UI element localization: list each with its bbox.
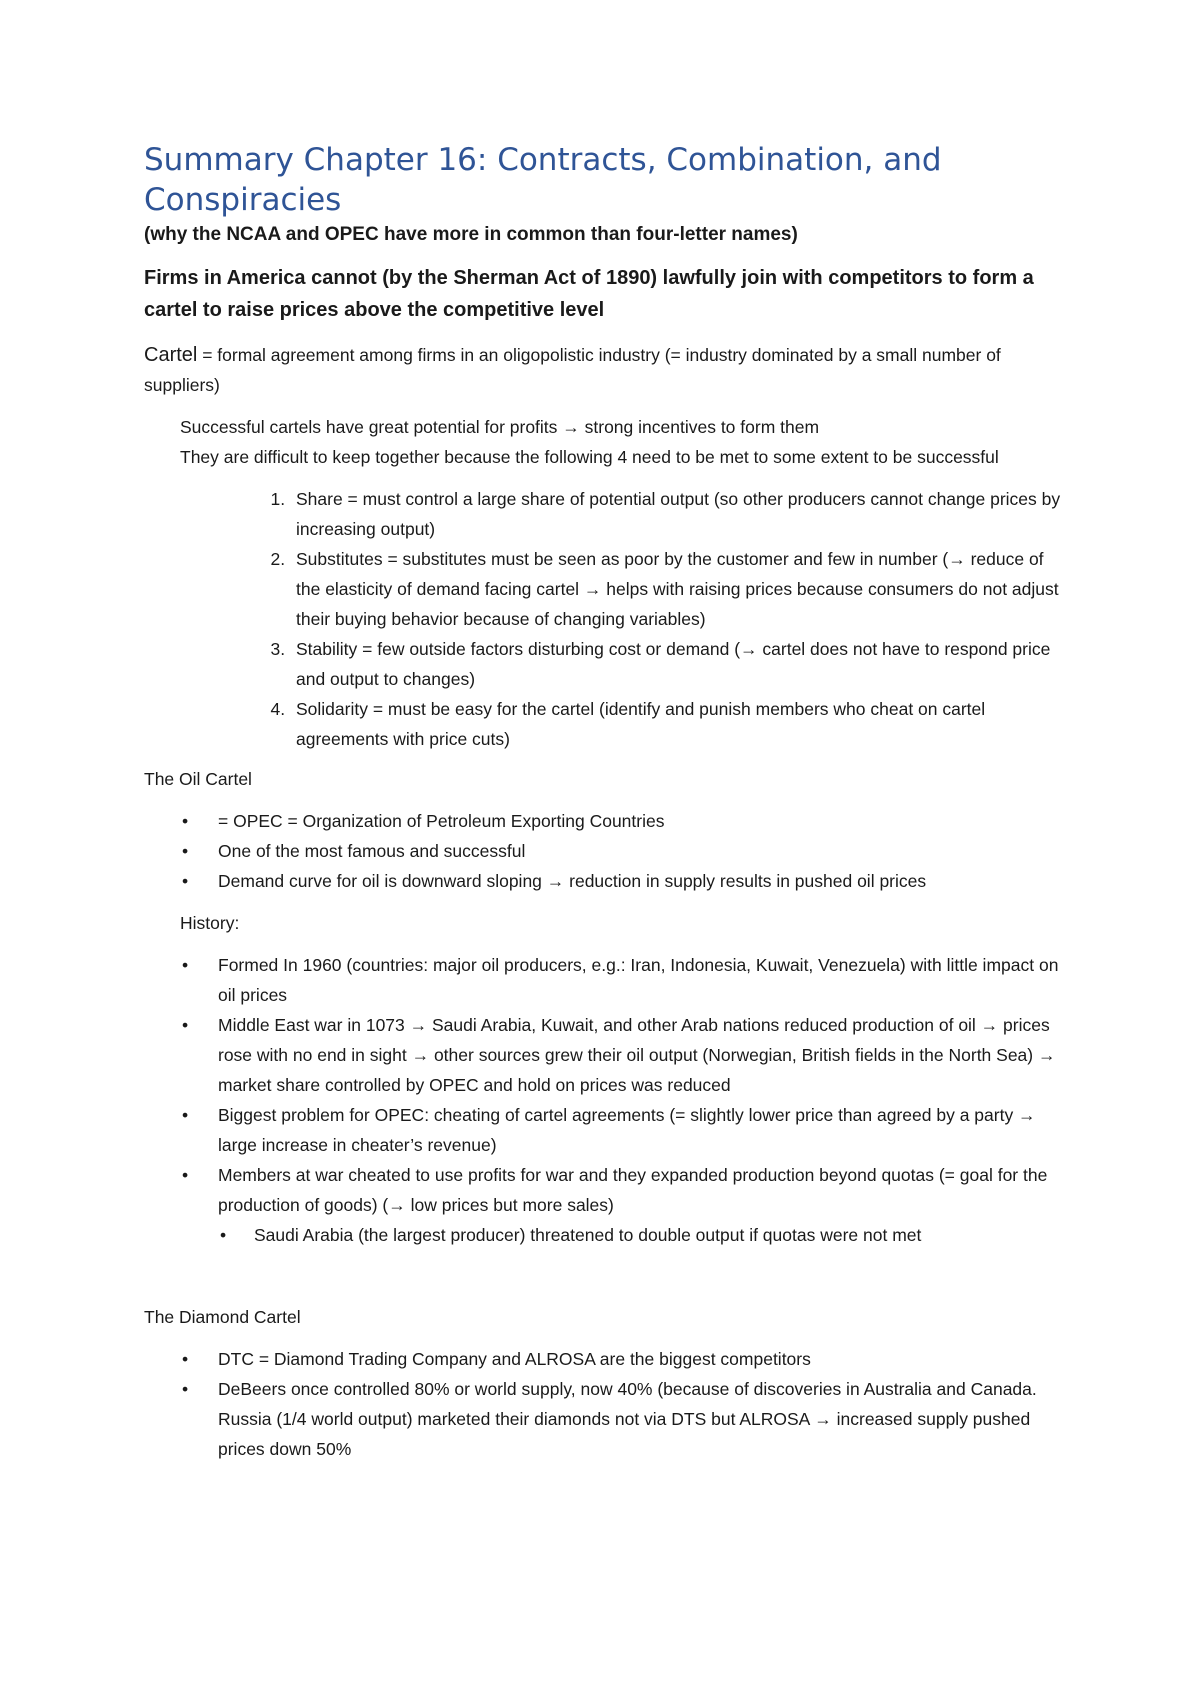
list-item: • Formed In 1960 (countries: major oil producers, e.g.: Iran, Indonesia, Kuwait, Venezuela) with little impact on oil prices <box>218 950 1064 1010</box>
list-item: • = OPEC = Organization of Petroleum Exporting Countries <box>218 806 1064 836</box>
spacer <box>144 1262 1064 1302</box>
cartel-conditions-list <box>144 484 1064 754</box>
list-item: 4. Solidarity = must be easy for the cartel (identify and punish members who cheat on cartel agreements with price cuts) <box>290 694 1064 754</box>
list-item: 1. Share = must control a large share of potential output (so other producers cannot change prices by increasing output) <box>290 484 1064 544</box>
list-item: • Biggest problem for OPEC: cheating of cartel agreements (= slightly lower price than agreed by a party → large increase in cheater’s revenue) <box>218 1100 1064 1160</box>
diamond-cartel-list <box>144 1344 1064 1464</box>
cartel-note-difficulty: They are difficult to keep together because the following 4 need to be met to some extent to be successful <box>180 447 999 467</box>
cartel-term: Cartel <box>144 344 198 366</box>
lead-statement: Firms in America cannot (by the Sherman Act of 1890) lawfully join with competitors to form a cartel to raise prices above the competitive level <box>144 267 1034 321</box>
diamond-cartel-heading: The Diamond Cartel <box>144 1307 301 1327</box>
list-item <box>218 1160 1064 1250</box>
list-item: • One of the most famous and successful <box>218 836 1064 866</box>
list-item: • Saudi Arabia (the largest producer) threatened to double output if quotas were not met <box>254 1220 1064 1250</box>
oil-cartel-heading: The Oil Cartel <box>144 769 252 789</box>
list-item: • Middle East war in 1073 → Saudi Arabia, Kuwait, and other Arab nations reduced production of oil → prices rose with no end in sight → other sources grew their oil output (Norwegian, British fields in the North Sea) → market share controlled by OPEC and hold on prices was reduced <box>218 1010 1064 1100</box>
list-item: • Demand curve for oil is downward sloping → reduction in supply results in pushed oil prices <box>218 866 1064 896</box>
cartel-notes <box>180 412 1064 472</box>
oil-cartel-list <box>144 806 1064 896</box>
subtitle: (why the NCAA and OPEC have more in common than four-letter names) <box>144 224 798 245</box>
list-item: • DeBeers once controlled 80% or world supply, now 40% (because of discoveries in Australia and Canada. Russia (1/4 world output) marketed their diamonds not via DTS but ALROSA → increased supply pushed prices down 50% <box>218 1374 1064 1464</box>
document-content <box>144 140 1064 1476</box>
cartel-note-profits: Successful cartels have great potential for profits → strong incentives to form them <box>180 417 820 437</box>
page-title: Summary Chapter 16: Contracts, Combination, and Conspiracies <box>144 142 942 218</box>
list-item: 3. Stability = few outside factors disturbing cost or demand (→ cartel does not have to respond price and output to changes) <box>290 634 1064 694</box>
list-item-text: Members at war cheated to use profits for war and they expanded production beyond quotas (= goal for the production of goods) (→ low prices but more sales) <box>218 1165 1048 1215</box>
history-list <box>144 950 1064 1250</box>
cartel-definition <box>144 340 1064 400</box>
history-sub-list <box>218 1220 1064 1250</box>
history-label: History: <box>180 913 240 933</box>
cartel-definition-text: = formal agreement among firms in an oligopolistic industry (= industry dominated by a small number of suppliers) <box>144 345 1001 395</box>
list-item: 2. Substitutes = substitutes must be seen as poor by the customer and few in number (→ reduce of the elasticity of demand facing cartel → helps with raising prices because consumers do not adjust their buying behavior because of changing variables) <box>290 544 1064 634</box>
list-item: • DTC = Diamond Trading Company and ALROSA are the biggest competitors <box>218 1344 1064 1374</box>
